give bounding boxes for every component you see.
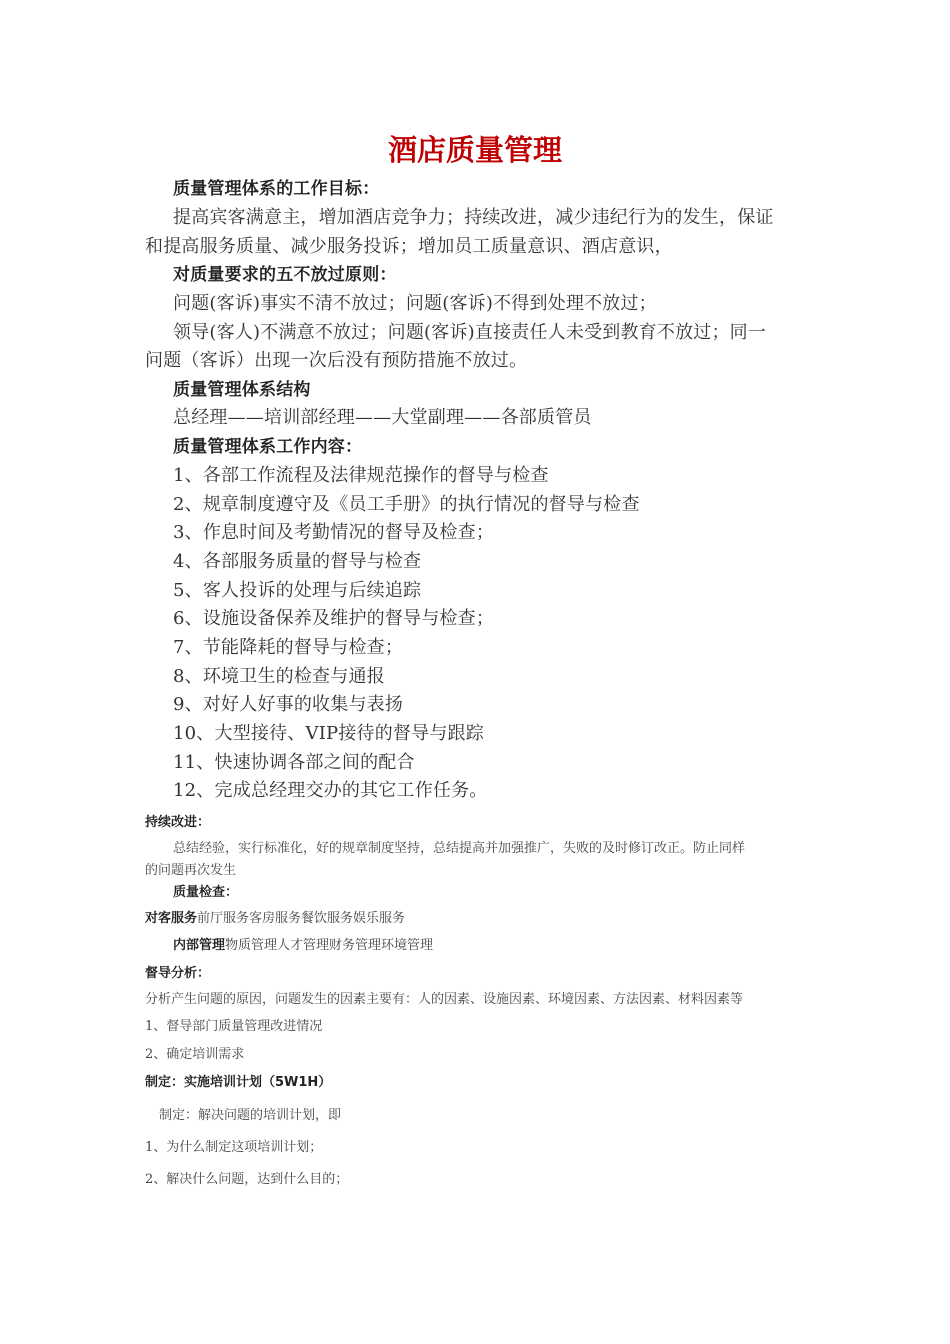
improvement-heading: 持续改进： xyxy=(145,815,211,830)
plan-intro: 制定：解决问题的培训计划，即 xyxy=(159,1108,342,1123)
supervision-item: 2、确定培训需求 xyxy=(145,1047,245,1062)
objectives-line-2: 和提高服务质量、减少服务投诉；增加员工质量意识、酒店意识， xyxy=(145,236,673,257)
guest-service-label: 对客服务 xyxy=(145,911,198,926)
guest-service-row xyxy=(145,907,405,926)
principles-line-3: 问题（客诉）出现一次后没有预防措施不放过。 xyxy=(145,350,528,371)
plan-item: 2、解决什么问题，达到什么目的； xyxy=(145,1172,349,1187)
supervision-text: 分析产生问题的原因，问题发生的因素主要有：人的因素、设施因素、环境因素、方法因素、材料因素等 xyxy=(145,992,744,1007)
internal-management-row xyxy=(173,934,433,953)
work-content-item: 7、节能降耗的督导与检查； xyxy=(173,637,404,658)
structure-chain: 总经理——培训部经理——大堂副理——各部质管员 xyxy=(173,407,592,428)
improvement-line-1: 总结经验，实行标准化，好的规章制度坚持，总结提高并加强推广，失败的及时修订改正。防止同样 xyxy=(173,841,746,856)
supervision-heading: 督导分析： xyxy=(145,966,211,981)
work-content-item: 10、大型接待、VIP接待的督导与跟踪 xyxy=(173,723,484,744)
document-title: 酒店质量管理 xyxy=(387,133,562,167)
supervision-item: 1、督导部门质量管理改进情况 xyxy=(145,1019,323,1034)
structure-heading: 质量管理体系结构 xyxy=(173,380,311,400)
work-content-item: 5、客人投诉的处理与后续追踪 xyxy=(173,580,422,601)
work-content-item: 3、作息时间及考勤情况的督导及检查； xyxy=(173,522,495,543)
work-content-item: 1、各部工作流程及法律规范操作的督导与检查 xyxy=(173,465,549,486)
objectives-line-1: 提高宾客满意主，增加酒店竞争力；持续改进，减少违纪行为的发生，保证 xyxy=(173,207,774,228)
work-content-item: 9、对好人好事的收集与表扬 xyxy=(173,694,404,715)
plan-heading: 制定：实施培训计划（5W1H） xyxy=(145,1075,332,1090)
work-content-item: 4、各部服务质量的督导与检查 xyxy=(173,551,422,572)
objectives-heading: 质量管理体系的工作目标： xyxy=(173,179,380,199)
work-content-item: 2、规章制度遵守及《员工手册》的执行情况的督导与检查 xyxy=(173,494,640,515)
principles-line-2: 领导(客人)不满意不放过；问题(客诉)直接责任人未受到教育不放过；同一 xyxy=(173,322,767,343)
work-content-item: 12、完成总经理交办的其它工作任务。 xyxy=(173,780,488,801)
internal-management-text: 物质管理人才管理财务管理环境管理 xyxy=(225,938,434,953)
principles-line-1: 问题(客诉)事实不清不放过；问题(客诉)不得到处理不放过； xyxy=(173,293,657,314)
principles-heading: 对质量要求的五不放过原则： xyxy=(173,265,397,285)
guest-service-text: 前厅服务客房服务餐饮服务娱乐服务 xyxy=(197,911,406,926)
work-content-item: 11、快速协调各部之间的配合 xyxy=(173,752,415,773)
work-content-item: 8、环境卫生的检查与通报 xyxy=(173,666,385,687)
quality-check-heading: 质量检查： xyxy=(173,885,239,900)
plan-item: 1、为什么制定这项培训计划； xyxy=(145,1140,323,1155)
internal-management-label: 内部管理 xyxy=(173,938,226,953)
work-content-heading: 质量管理体系工作内容： xyxy=(173,437,363,457)
improvement-line-2: 的问题再次发生 xyxy=(145,863,237,878)
work-content-item: 6、设施设备保养及维护的督导与检查； xyxy=(173,608,495,629)
